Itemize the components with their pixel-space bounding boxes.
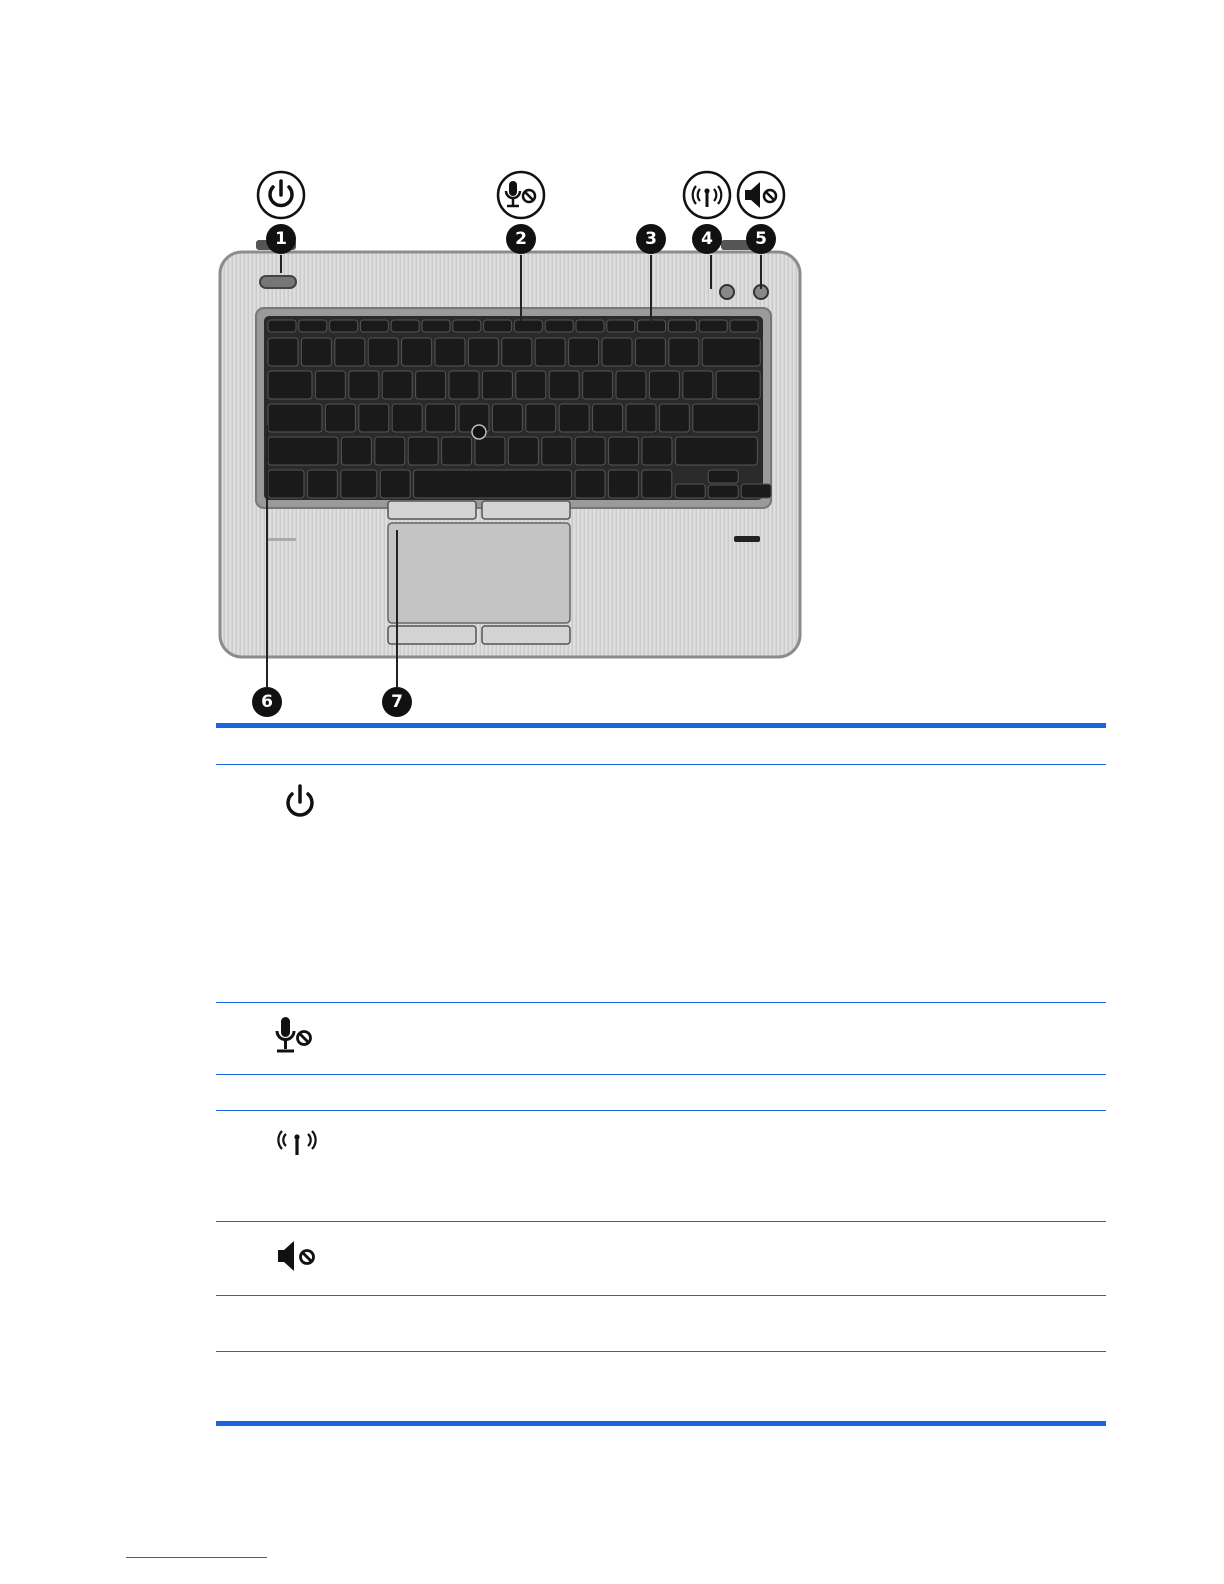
leader-line-7 [396,530,398,687]
callout-7: 7 [382,687,412,717]
keyboard-key [583,371,613,399]
wireless-icon [270,1125,330,1175]
footer-rule [126,1557,267,1558]
keyboard-key [341,437,371,465]
keyboard-key [301,338,331,366]
callout-6: 6 [252,687,282,717]
keyboard-key [268,320,296,332]
keyboard-key [268,404,322,432]
keyboard-key [468,338,498,366]
keyboard-key [426,404,456,432]
keyboard-key [315,371,345,399]
keyboard-key [626,404,656,432]
keyboard-key [542,437,572,465]
keyboard-key [708,470,738,483]
keyboard-key [330,320,358,332]
keyboard-key [699,320,727,332]
keyboard-key [359,404,389,432]
keyboard-key [569,338,599,366]
keyboard-key [683,371,713,399]
keyboard-key [602,338,632,366]
power-icon [270,782,330,832]
keyboard-key [382,371,412,399]
keyboard-key [299,320,327,332]
leader-line-2 [520,255,522,321]
keyboard-key [341,470,377,498]
table-row-rule [216,1002,1106,1003]
power-icon [256,170,306,220]
keyboard-key [575,470,605,498]
keyboard-key [380,470,410,498]
keyboard-key [402,338,432,366]
keyboard-key [642,437,672,465]
keyboard-key [492,404,522,432]
table-row-rule [216,1295,1106,1296]
keyboard-key [669,338,699,366]
leader-line-5 [760,255,762,289]
table-row-rule [216,1351,1106,1352]
wireless-icon [682,170,732,220]
keyboard-key [375,437,405,465]
table-row-rule [216,1221,1106,1222]
keyboard-key [414,470,572,498]
keyboard-key [391,320,419,332]
keyboard-key [268,338,298,366]
keyboard-key [609,437,639,465]
keyboard-key [307,470,337,498]
keyboard-key [442,437,472,465]
leader-line-1 [280,255,282,273]
leader-line-4 [710,255,712,289]
callout-3: 3 [636,224,666,254]
keyboard-key [325,404,355,432]
speaker-mute-icon [736,170,786,220]
keyboard-key [368,338,398,366]
keyboard-key [642,470,672,498]
laptop-figure [216,160,816,720]
keyboard-key [559,404,589,432]
callout-1: 1 [266,224,296,254]
keyboard-key [482,371,512,399]
laptop-keyboard-illustration [216,238,806,663]
keyboard-key [453,320,481,332]
leader-line-3 [650,255,652,323]
keyboard-key [668,320,696,332]
keyboard-key [449,371,479,399]
table-row-rule [216,1110,1106,1111]
callout-2: 2 [506,224,536,254]
mic-mute-icon [496,170,546,220]
keyboard-key [526,404,556,432]
keyboard-key [675,484,705,498]
keyboard-key [730,320,758,332]
keyboard-key [545,320,573,332]
keyboard-key [335,338,365,366]
keyboard-key [702,338,760,366]
keyboard-key [693,404,759,432]
keyboard-key [649,371,679,399]
keyboard-key [535,338,565,366]
keyboard-key [741,484,771,498]
keyboard-key [475,437,505,465]
keyboard-key [268,437,338,465]
keyboard-key [659,404,689,432]
keyboard-key [716,371,760,399]
leader-line-6 [266,425,268,687]
speaker-mute-icon [270,1233,330,1283]
mic-mute-icon [270,1012,330,1062]
keyboard-key [508,437,538,465]
table-top-rule [216,723,1106,728]
keyboard-key [607,320,635,332]
table-header-rule [216,764,1106,765]
keyboard-key [392,404,422,432]
keyboard-key [576,320,604,332]
keyboard-key [502,338,532,366]
keyboard-key [616,371,646,399]
keyboard-key [268,371,312,399]
callout-4: 4 [692,224,722,254]
keyboard-key [360,320,388,332]
keyboard-key [516,371,546,399]
keyboard-key [608,470,638,498]
table-row-rule [216,1074,1106,1075]
keyboard-key [549,371,579,399]
keyboard-key [416,371,446,399]
table-bottom-rule [216,1421,1106,1426]
keyboard-key [675,437,757,465]
keyboard-key [408,437,438,465]
keyboard-key [349,371,379,399]
keyboard-key [593,404,623,432]
keyboard-key [575,437,605,465]
keyboard-key [484,320,512,332]
keyboard-key [514,320,542,332]
keyboard-key [708,485,738,498]
keyboard-key [422,320,450,332]
keyboard-key [268,470,304,498]
keyboard-key [635,338,665,366]
keyboard-key [435,338,465,366]
callout-5: 5 [746,224,776,254]
